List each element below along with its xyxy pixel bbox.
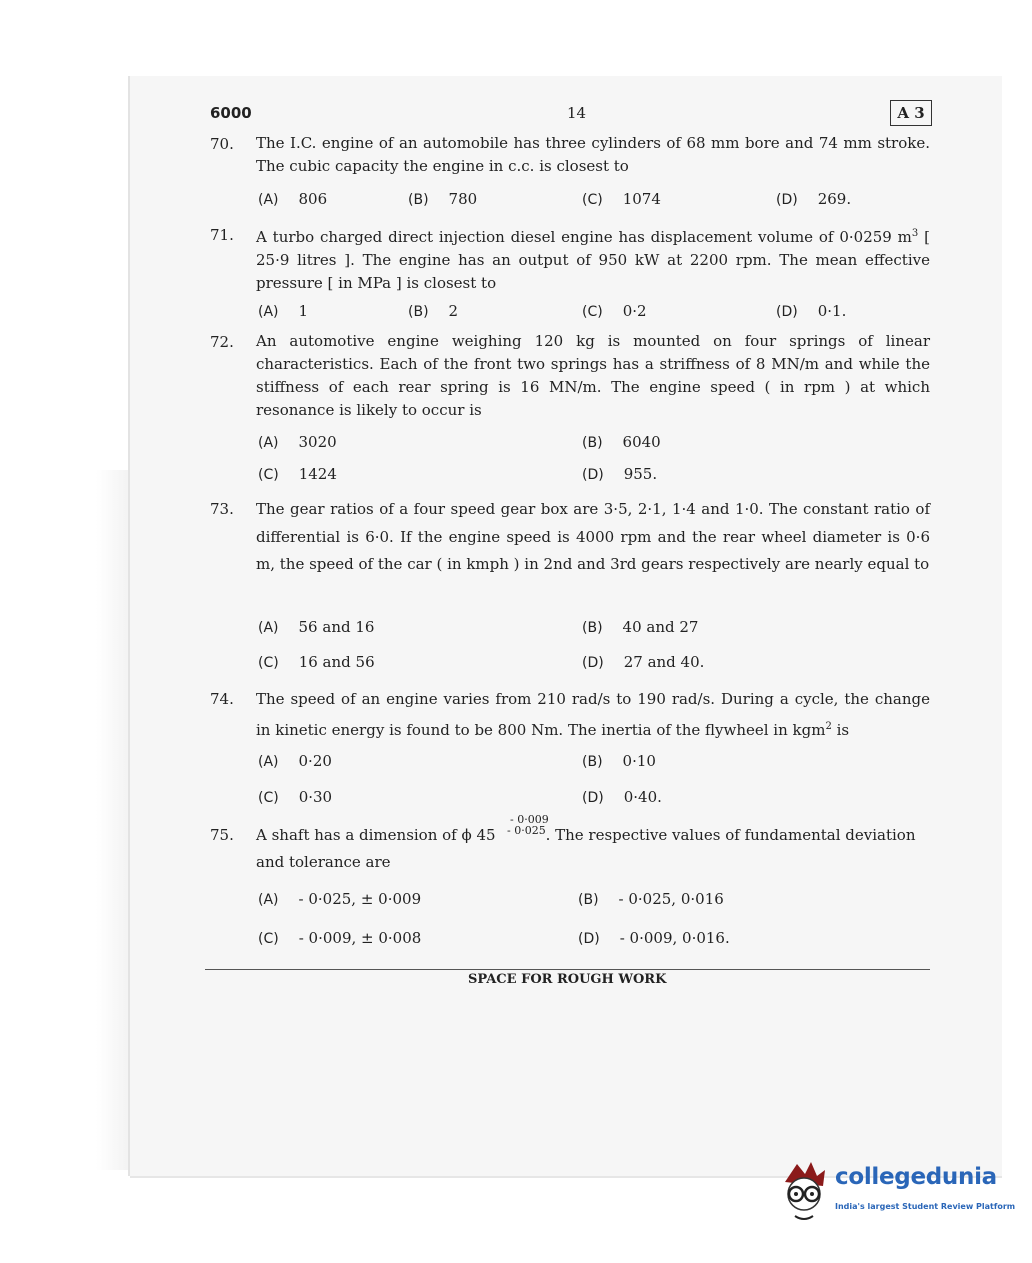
option-label: (B) bbox=[582, 754, 603, 770]
booklet-series-box: A 3 bbox=[890, 100, 932, 126]
option-value: - 0·009, 0·016. bbox=[619, 929, 730, 947]
option-b bbox=[582, 618, 698, 636]
option-d bbox=[582, 788, 662, 806]
option-value: 0·10 bbox=[622, 752, 656, 770]
option-label: (B) bbox=[408, 304, 429, 320]
option-c bbox=[258, 929, 421, 947]
mascot-icon bbox=[775, 1160, 833, 1226]
question-number: 71. bbox=[210, 226, 234, 244]
option-value: 6040 bbox=[622, 433, 661, 451]
paper-edge bbox=[96, 470, 132, 1170]
option-label: (D) bbox=[582, 655, 604, 671]
option-value: 27 and 40. bbox=[623, 653, 705, 671]
option-d bbox=[582, 653, 704, 671]
option-value: 1424 bbox=[298, 465, 337, 483]
option-c bbox=[258, 465, 337, 483]
option-label: (A) bbox=[258, 754, 279, 770]
option-a bbox=[258, 302, 308, 320]
option-label: (A) bbox=[258, 435, 279, 451]
question-text: A shaft has a dimension of ϕ 45 . The respective values of fundamental deviation bbox=[256, 826, 916, 844]
option-value: 0·2 bbox=[622, 302, 647, 320]
question-number: 73. bbox=[210, 500, 234, 518]
option-d bbox=[582, 465, 657, 483]
brand-name: collegedunia bbox=[835, 1164, 997, 1190]
option-value: 0·1. bbox=[817, 302, 847, 320]
option-value: 806 bbox=[298, 190, 328, 208]
option-value: 56 and 16 bbox=[298, 618, 375, 636]
option-c bbox=[582, 190, 661, 208]
question-text: A turbo charged direct injection diesel engine has displacement volume of 0·0259 $m^3$ [ 25·9 litres ]. The engine has an output of 950 kW at 2200 rpm. The mean effective pressure [ in MPa ] is closest to bbox=[256, 228, 930, 292]
option-value: 3020 bbox=[298, 433, 337, 451]
option-a bbox=[258, 433, 337, 451]
paper-code: 6000 bbox=[210, 104, 252, 122]
option-label: (D) bbox=[776, 304, 798, 320]
option-label: (C) bbox=[582, 304, 603, 320]
option-d bbox=[776, 302, 846, 320]
option-label: (A) bbox=[258, 192, 279, 208]
option-a bbox=[258, 618, 374, 636]
option-label: (C) bbox=[258, 931, 279, 947]
option-a bbox=[258, 752, 332, 770]
option-value: 1 bbox=[298, 302, 309, 320]
option-value: - 0·025, ± 0·009 bbox=[298, 890, 422, 908]
question-text: The I.C. engine of an automobile has three cylinders of 68 mm bore and 74 mm stroke. The cubic capacity the engine in c.c. is closest to bbox=[256, 134, 930, 175]
option-label: (A) bbox=[258, 892, 279, 908]
option-label: (B) bbox=[578, 892, 599, 908]
brand-tagline: India's largest Student Review Platform bbox=[835, 1202, 1016, 1211]
tolerance-upper: - 0·009 bbox=[510, 813, 549, 826]
option-b bbox=[408, 190, 477, 208]
option-c bbox=[258, 788, 332, 806]
option-value: 955. bbox=[623, 465, 658, 483]
tolerance-lower: - 0·025 bbox=[507, 824, 546, 837]
question-text-continued: and tolerance are bbox=[256, 853, 391, 871]
divider-line bbox=[205, 969, 930, 970]
option-value: 0·30 bbox=[298, 788, 333, 806]
option-a bbox=[258, 190, 327, 208]
question-number: 74. bbox=[210, 690, 234, 708]
option-value: 40 and 27 bbox=[622, 618, 699, 636]
option-label: (B) bbox=[408, 192, 429, 208]
option-value: 0·20 bbox=[298, 752, 332, 770]
collegedunia-watermark bbox=[775, 1160, 1016, 1230]
option-value: 0·40. bbox=[623, 788, 662, 806]
option-label: (B) bbox=[582, 435, 603, 451]
question-number: 75. bbox=[210, 826, 234, 844]
option-label: (C) bbox=[258, 467, 279, 483]
question-text: The speed of an engine varies from 210 rad/s to 190 rad/s. During a cycle, the change in kinetic energy is found to be 800 Nm. The inertia of the flywheel in kgm$^2$ is bbox=[256, 690, 930, 739]
option-label: (D) bbox=[578, 931, 600, 947]
question-text: The gear ratios of a four speed gear box are 3·5, 2·1, 1·4 and 1·0. The constant ratio of differential is 6·0. If the engine speed is 4000 rpm and the rear wheel diameter is 0·6 m, the speed of the car ( in kmph ) in 2nd and 3rd gears respectively are nearly equal to bbox=[256, 500, 930, 573]
option-value: 269. bbox=[817, 190, 852, 208]
option-b bbox=[408, 302, 458, 320]
option-value: 16 and 56 bbox=[298, 653, 375, 671]
option-d bbox=[578, 929, 730, 947]
question-number: 70. bbox=[210, 135, 234, 153]
option-label: (C) bbox=[582, 192, 603, 208]
option-c bbox=[582, 302, 647, 320]
option-value: - 0·009, ± 0·008 bbox=[298, 929, 422, 947]
option-value: 1074 bbox=[622, 190, 661, 208]
option-label: (B) bbox=[582, 620, 603, 636]
option-b bbox=[578, 890, 724, 908]
option-b bbox=[582, 433, 661, 451]
option-b bbox=[582, 752, 656, 770]
option-d bbox=[776, 190, 851, 208]
option-label: (D) bbox=[776, 192, 798, 208]
option-a bbox=[258, 890, 421, 908]
option-label: (C) bbox=[258, 655, 279, 671]
option-value: 780 bbox=[448, 190, 478, 208]
page-number: 14 bbox=[567, 104, 587, 122]
option-value: - 0·025, 0·016 bbox=[618, 890, 724, 908]
rough-work-label: SPACE FOR ROUGH WORK bbox=[468, 972, 667, 987]
option-label: (C) bbox=[258, 790, 279, 806]
option-value: 2 bbox=[448, 302, 459, 320]
question-text: An automotive engine weighing 120 kg is mounted on four springs of linear characteristics. Each of the front two springs has a striffness of 8 MN/m and while the stiffness of each rear spring is 16 MN/m. The engine speed ( in rpm ) at which resonance is likely to occur is bbox=[256, 332, 930, 419]
option-label: (D) bbox=[582, 467, 604, 483]
option-label: (A) bbox=[258, 304, 279, 320]
option-label: (D) bbox=[582, 790, 604, 806]
option-label: (A) bbox=[258, 620, 279, 636]
option-c bbox=[258, 653, 375, 671]
question-number: 72. bbox=[210, 333, 234, 351]
